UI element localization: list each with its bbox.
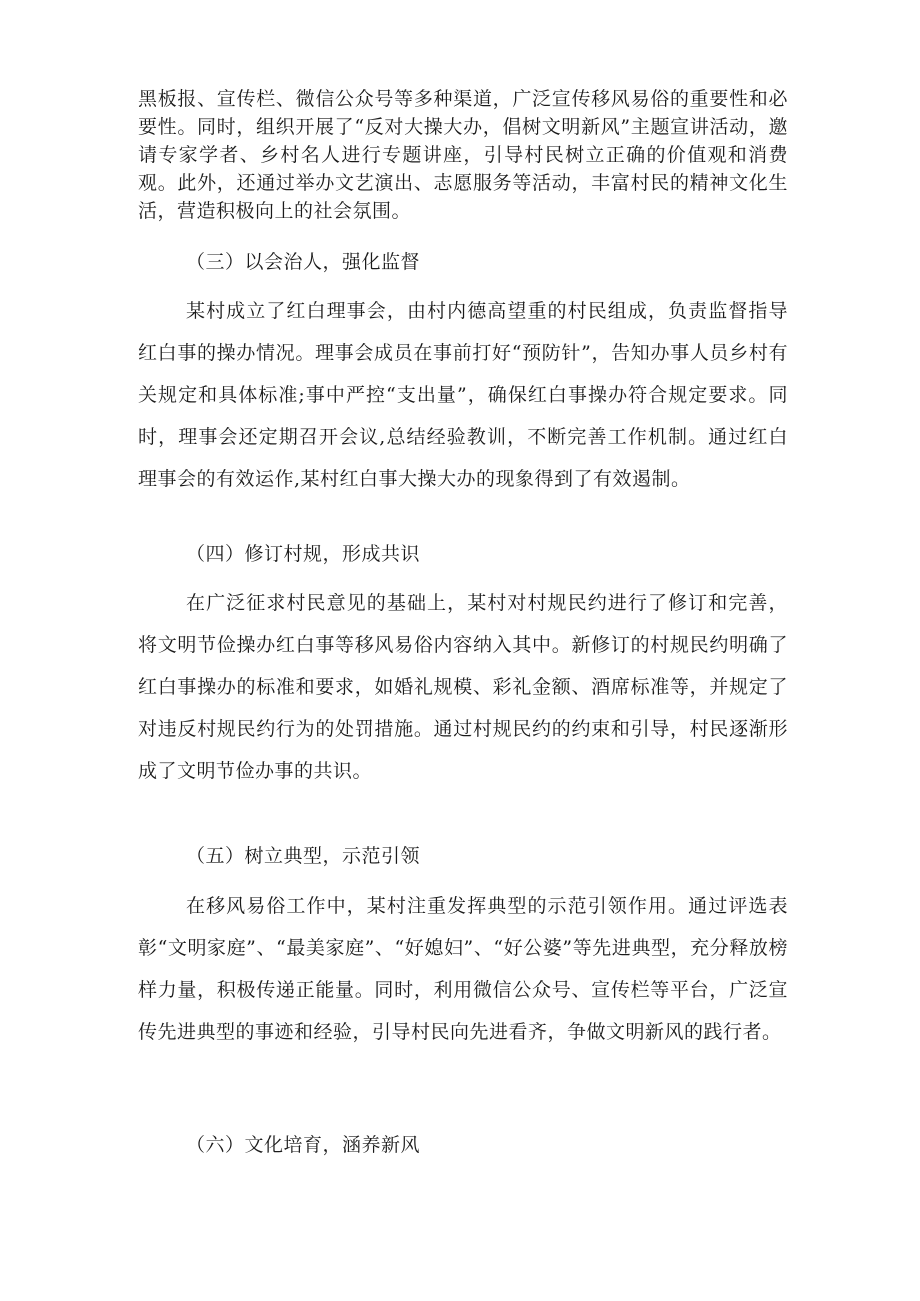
paragraph-red-white-council: 某村成立了红白理事会，由村内德高望重的村民组成，负责监督指导红白事的操办情况。理事会成员在事前打好“预防针”，告知办事人员乡村有关规定和具体标准;事中严控“支出量”，确保红白事操办符合规定要求。同时，理事会还定期召开会议,总结经验教训，不断完善工作机制。通过红白理事会的有效运作,某村红白事大操大办的现象得到了有效遏制。 (138, 300, 788, 490)
section-heading-4: （四）修订村规，形成共识 (186, 543, 421, 565)
section-heading-6: （六）文化培育，涵养新风 (186, 1134, 421, 1156)
section-heading-5: （五）树立典型，示范引领 (186, 845, 421, 867)
paragraph-role-models: 在移风易俗工作中，某村注重发挥典型的示范引领作用。通过评选表彰“文明家庭”、“最美家庭”、“好媳妇”、“好公婆”等先进典型，充分释放榜样力量，积极传递正能量。同时，利用微信公众号、宣传栏等平台，广泛宣传先进典型的事迹和经验，引导村民向先进看齐，争做文明新风的践行者。 (138, 895, 788, 1043)
section-heading-3: （三）以会治人，强化监督 (186, 251, 421, 273)
paragraph-publicity-activities: 黑板报、宣传栏、微信公众号等多种渠道，广泛宣传移风易俗的重要性和必要性。同时，组织开展了“反对大操大办，倡树文明新风”主题宣讲活动，邀请专家学者、乡村名人进行专题讲座，引导村民树立正确的价值观和消费观。此外，还通过举办文艺演出、志愿服务等活动，丰富村民的精神文化生活，营造积极向上的社会氛围。 (138, 88, 788, 222)
paragraph-village-rules: 在广泛征求村民意见的基础上，某村对村规民约进行了修订和完善，将文明节俭操办红白事等移风易俗内容纳入其中。新修订的村规民约明确了红白事操办的标准和要求，如婚礼规模、彩礼金额、酒席标准等，并规定了对违反村规民约行为的处罚措施。通过村规民约的约束和引导，村民逐渐形成了文明节俭办事的共识。 (138, 592, 788, 782)
